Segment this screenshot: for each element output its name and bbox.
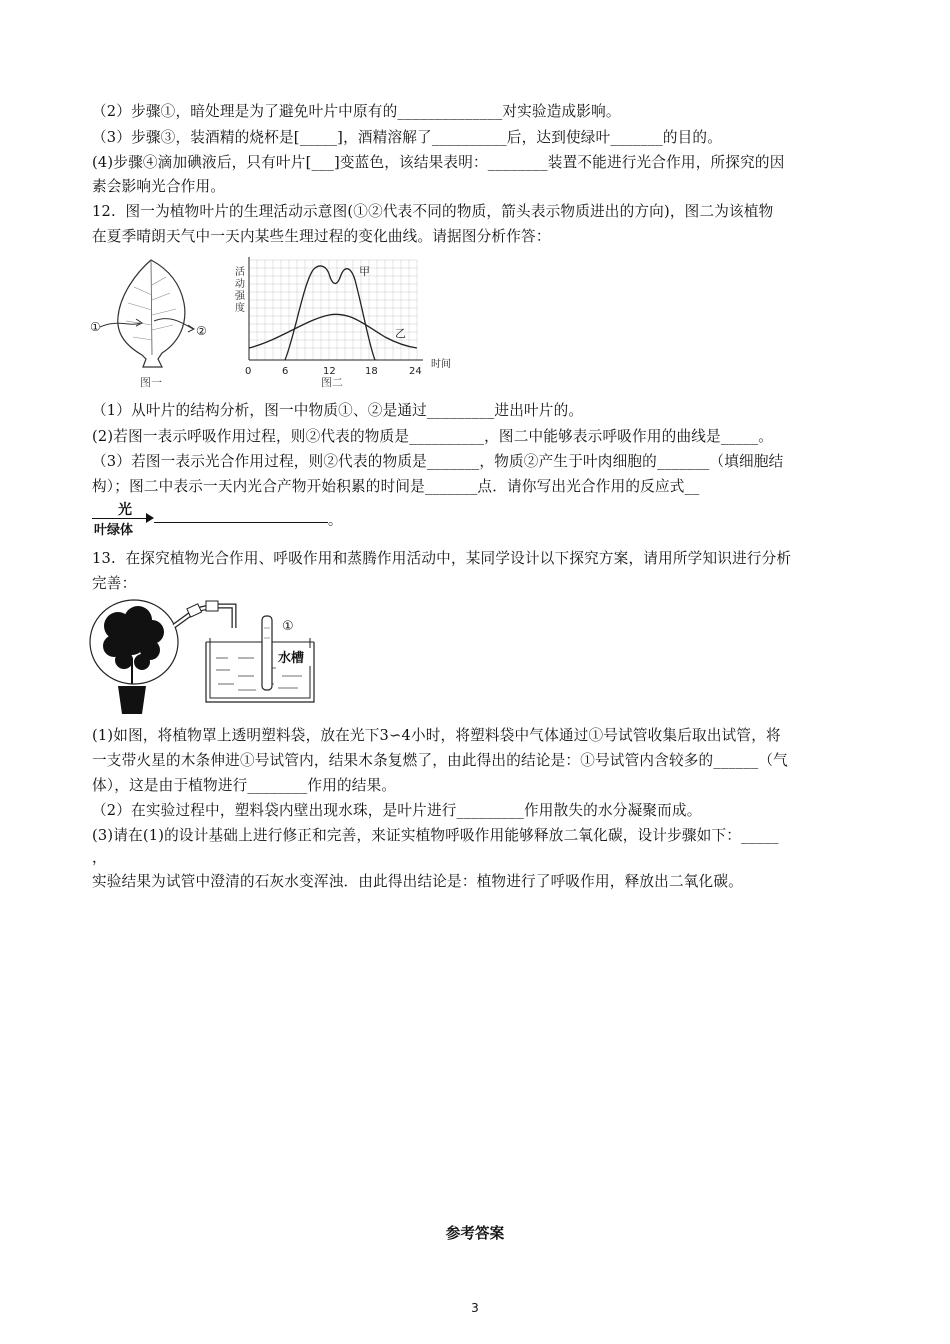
fig1-caption: 图一 bbox=[140, 376, 162, 389]
q12-part2: (2)若图一表示呼吸作用过程，则②代表的物质是__________，图二中能够表示呼吸作用的曲线是_____。 bbox=[92, 428, 774, 445]
q11-part4-cont: 素会影响光合作用。 bbox=[92, 178, 226, 195]
tick-6: 6 bbox=[282, 366, 289, 377]
q13-part1-cont2: 体），这是由于植物进行________作用的结果。 bbox=[92, 777, 397, 794]
q11-part3: （3）步骤③，装酒精的烧杯是[_____]，酒精溶解了__________后，达到使绿叶_______的目的。 bbox=[92, 129, 723, 146]
tick-12: 12 bbox=[323, 366, 336, 377]
q13-stem-cont: 完善： bbox=[92, 575, 137, 592]
curve-a-label: 甲 bbox=[359, 265, 370, 278]
reaction-condition-chloroplast: 叶绿体 bbox=[94, 523, 134, 538]
fig1-label-2: ② bbox=[196, 324, 207, 338]
answer-heading: 参考答案 bbox=[445, 1225, 505, 1242]
q13-part3-result: 实验结果为试管中澄清的石灰水变浑浊．由此得出结论是：植物进行了呼吸作用，释放出二氧化碳。 bbox=[92, 873, 743, 890]
reaction-condition-light: 光 bbox=[118, 502, 132, 518]
flower-pot bbox=[118, 686, 146, 714]
plant-foliage bbox=[103, 606, 164, 670]
figure-2-chart bbox=[225, 255, 475, 390]
tube-label: ① bbox=[282, 619, 294, 634]
q13-part3-comma: ， bbox=[92, 849, 107, 866]
curve-b-label: 乙 bbox=[395, 327, 406, 340]
figure-1-leaf bbox=[88, 255, 218, 390]
q13-part1: (1)如图，将植物罩上透明塑料袋，放在光下3∽4小时，将塑料袋中气体通过①号试管收集后取出试管，将 bbox=[92, 727, 781, 744]
tank-label: 水槽 bbox=[278, 651, 305, 666]
q13-part1-cont1: 一支带火星的木条伸进①号试管内，结果木条复燃了，由此得出的结论是：①号试管内含较多的______（气 bbox=[92, 752, 788, 769]
curve-b bbox=[249, 314, 417, 348]
period: 。 bbox=[328, 513, 342, 529]
y-label-1: 活 bbox=[235, 267, 245, 278]
q12-part1: （1）从叶片的结构分析，图一中物质①、②是通过_________进出叶片的。 bbox=[92, 402, 584, 419]
x-axis-label: 时间 bbox=[431, 359, 451, 370]
q13-part3: (3)请在(1)的设计基础上进行修正和完善，来证实植物呼吸作用能够释放二氧化碳，设计步骤如下：_____ bbox=[92, 827, 779, 844]
curve-a bbox=[285, 266, 375, 360]
answer-blank bbox=[154, 522, 328, 523]
q13-stem: 13. 在探究植物光合作用、呼吸作用和蒸腾作用活动中，某同学设计以下探究方案，请用所学知识进行分析 bbox=[92, 550, 792, 567]
chart-grid bbox=[249, 260, 417, 360]
page-number: 3 bbox=[471, 1301, 479, 1315]
q12-part3-cont: 构）；图二中表示一天内光合产物开始积累的时间是_______点．请你写出光合作用的反应式__ bbox=[92, 478, 700, 495]
tick-24: 24 bbox=[409, 366, 422, 377]
y-label-4: 度 bbox=[235, 303, 245, 314]
q12-stem: 12. 图一为植物叶片的生理活动示意图(①②代表不同的物质，箭头表示物质进出的方向)，图二为该植物 bbox=[92, 203, 774, 220]
y-label-2: 动 bbox=[235, 279, 245, 290]
fig2-caption: 图二 bbox=[321, 376, 343, 389]
reaction-equation bbox=[92, 500, 352, 538]
figure-3-apparatus bbox=[88, 598, 328, 720]
q12-stem-cont: 在夏季晴朗天气中一天内某些生理过程的变化曲线。请据图分析作答： bbox=[92, 228, 551, 245]
tick-18: 18 bbox=[365, 366, 378, 377]
tick-0: 0 bbox=[245, 366, 252, 377]
q11-part2: （2）步骤①，暗处理是为了避免叶片中原有的______________对实验造成影响。 bbox=[92, 103, 621, 120]
arrow-head bbox=[146, 513, 154, 523]
fig1-label-1: ① bbox=[90, 320, 101, 334]
q13-part2: （2）在实验过程中，塑料袋内壁出现水珠，是叶片进行_________作用散失的水分凝聚而成。 bbox=[92, 802, 702, 819]
y-label-3: 强 bbox=[235, 291, 245, 302]
q12-part3: （3）若图一表示光合作用过程，则②代表的物质是_______，物质②产生于叶肉细胞的_______（填细胞结 bbox=[92, 453, 784, 470]
q11-part4: (4)步骤④滴加碘液后，只有叶片[___]变蓝色，该结果表明：________装置不能进行光合作用，所探究的因 bbox=[92, 154, 785, 171]
test-tube bbox=[262, 616, 272, 690]
